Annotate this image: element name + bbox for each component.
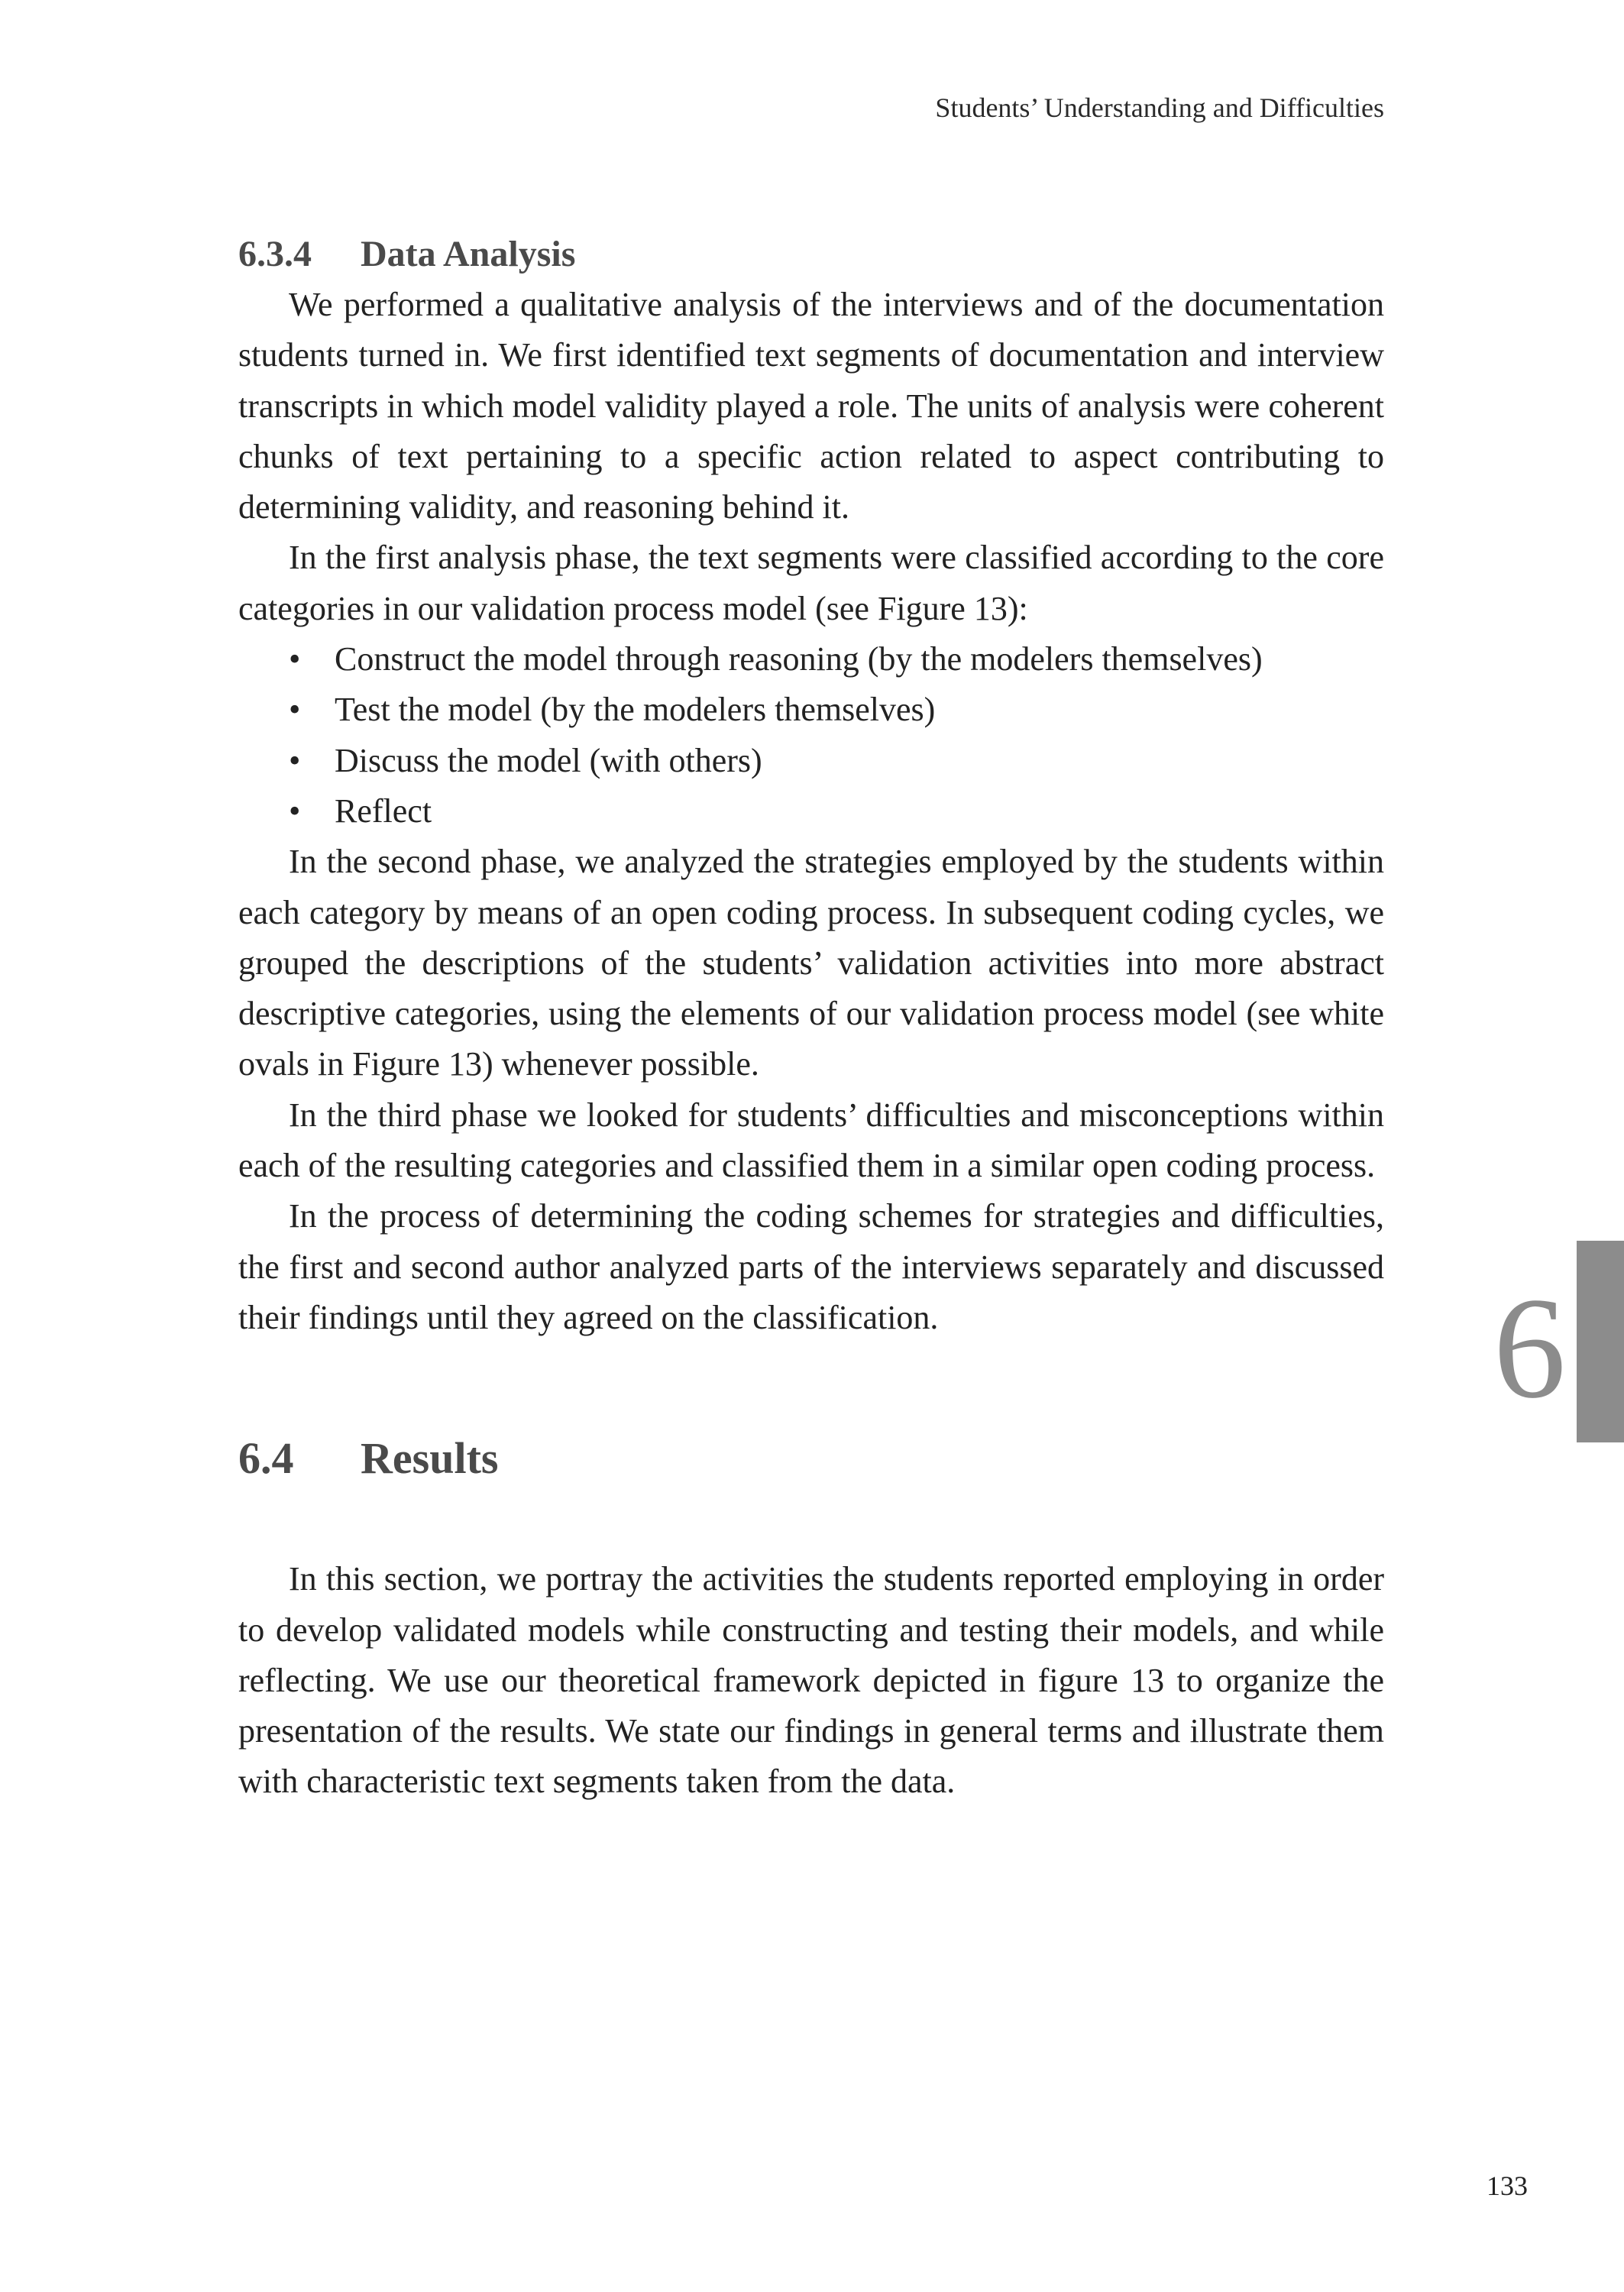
chapter-marker: 6: [1493, 1268, 1566, 1429]
page-body: [238, 229, 1384, 1808]
bullet-icon: •: [289, 792, 301, 830]
subsection-heading: [238, 229, 1384, 280]
subsection-title: Data Analysis: [361, 234, 576, 274]
subsection-number: 6.3.4: [238, 234, 312, 274]
paragraph: In the first analysis phase, the text segments were classified according to the core categories in our validation process model (see Figure 13):: [238, 539, 1384, 627]
chapter-tab: [1577, 1241, 1624, 1442]
bullet-icon: •: [289, 691, 301, 729]
list-item: • Test the model (by the modelers themselves): [238, 685, 1384, 735]
category-list: [238, 634, 1384, 837]
list-item: • Construct the model through reasoning (by the modelers themselves): [238, 634, 1384, 685]
section-heading: [238, 1429, 1384, 1488]
list-item: • Discuss the model (with others): [238, 736, 1384, 786]
bullet-icon: •: [289, 741, 301, 779]
paragraph: In the process of determining the coding schemes for strategies and difficulties, the first and second author analyzed parts of the interviews separately and discussed their findings until they agreed on the classification.: [238, 1197, 1384, 1336]
paragraph: In this section, we portray the activities the students reported employing in order to develop validated models while constructing and testing their models, and while reflecting. We use our theoretical framework depicted in figure 13 to organize the presentation of the results. We state our findings in general terms and illustrate them with characteristic text segments taken from the data.: [238, 1560, 1384, 1801]
paragraph: In the third phase we looked for students’ difficulties and misconceptions within each of the resulting categories and classified them in a similar open coding process.: [238, 1096, 1384, 1185]
page-number: 133: [1487, 2171, 1528, 2201]
paragraph: In the second phase, we analyzed the strategies employed by the students within each category by means of an open coding process. In subsequent coding cycles, we grouped the descriptions of the students’ validation activities into more abstract descriptive categories, using the elements of our validation process model (see white ovals in Figure 13) whenever possible.: [238, 843, 1384, 1083]
section-number: 6.4: [238, 1433, 294, 1484]
paragraph: We performed a qualitative analysis of the interviews and of the documentation students turned in. We first identified text segments of documentation and interview transcripts in which model validity played a role. The units of analysis were coherent chunks of text pertaining to a specific action related to aspect contributing to determining validity, and reasoning behind it.: [238, 286, 1384, 526]
bullet-icon: •: [289, 640, 301, 678]
section-title: Results: [361, 1433, 499, 1484]
running-head: Students’ Understanding and Difficulties: [935, 92, 1384, 123]
list-item: • Reflect: [238, 786, 1384, 837]
